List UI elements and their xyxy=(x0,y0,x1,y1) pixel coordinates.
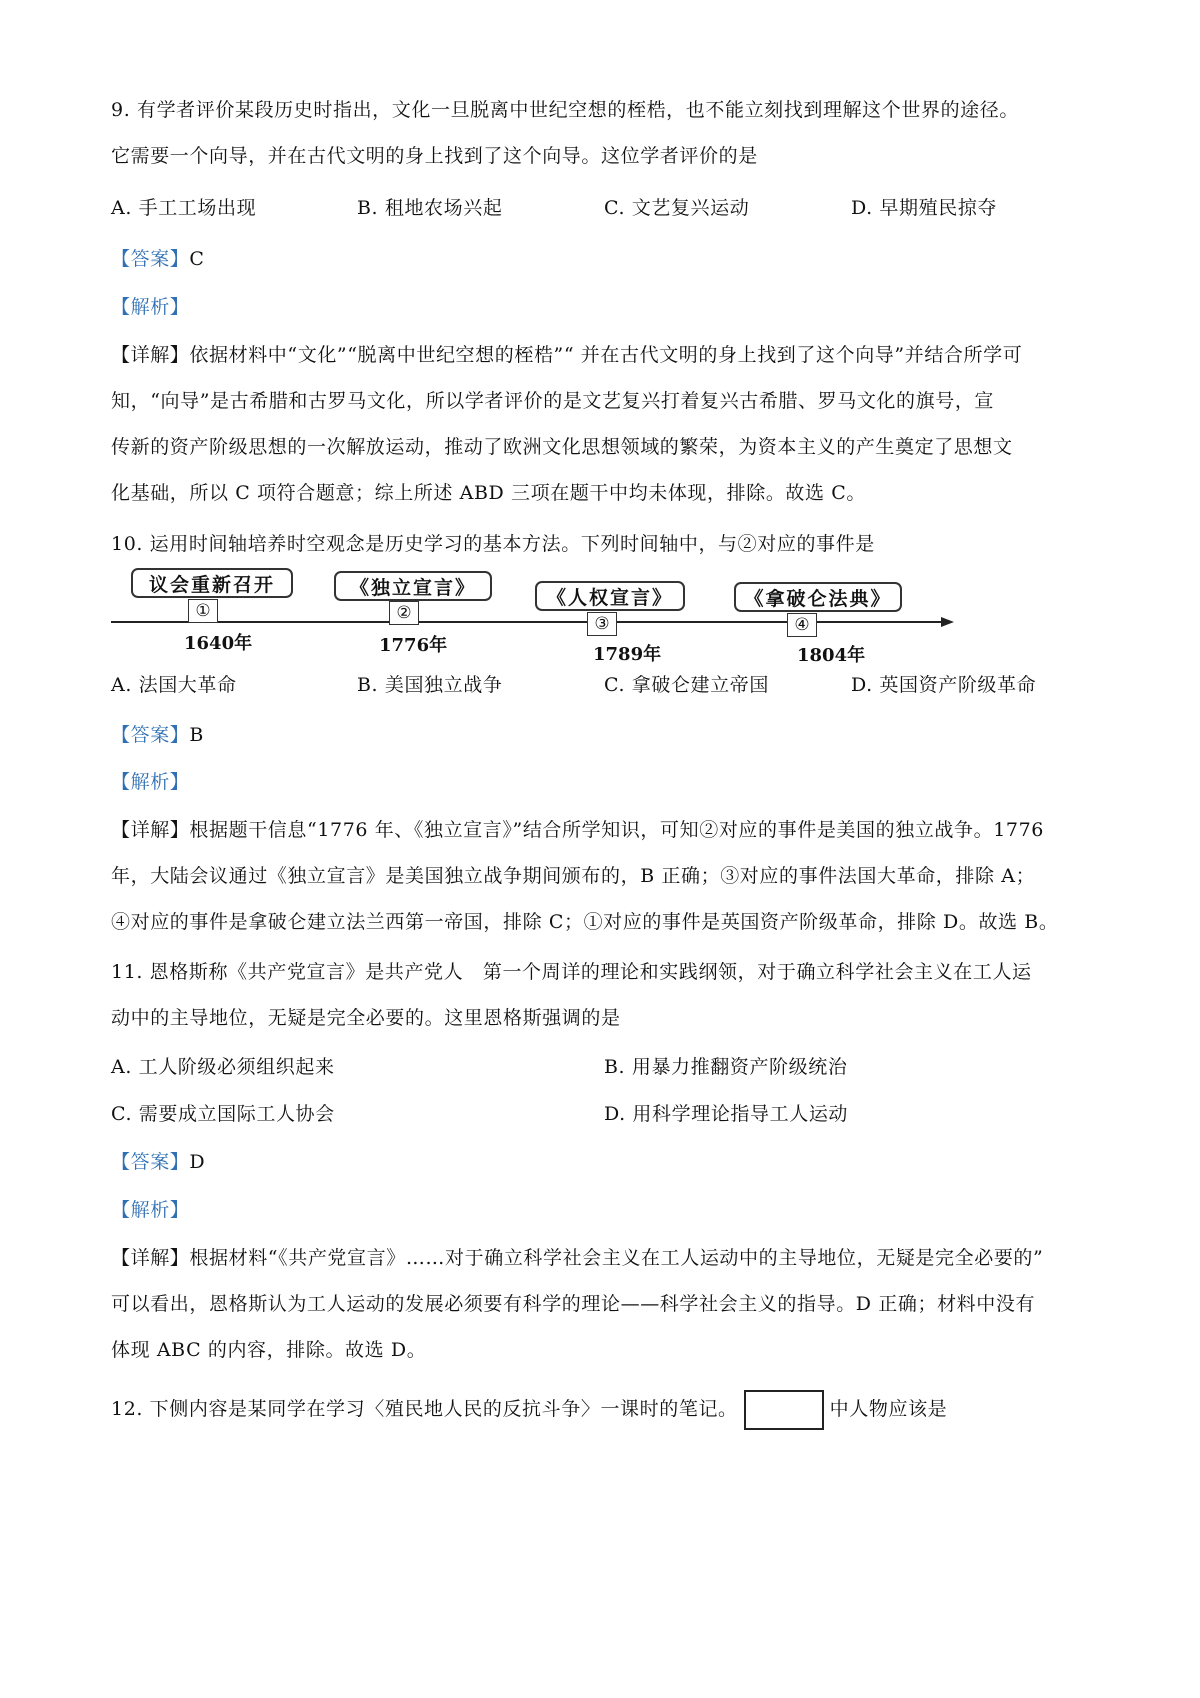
timeline-label-2: 《独立宣言》 xyxy=(334,571,492,601)
q10-option-b: B. 美国独立战争 xyxy=(357,674,503,696)
timeline-year-4: 1804年 xyxy=(797,645,866,666)
timeline-label-4: 《拿破仑法典》 xyxy=(734,582,902,612)
q9-analysis-tag: 【解析】 xyxy=(111,296,190,318)
q11-option-d: D. 用科学理论指导工人运动 xyxy=(604,1103,849,1125)
timeline-label-3: 《人权宣言》 xyxy=(535,581,685,611)
q12-stem xyxy=(111,1390,1101,1430)
timeline-mark-4: ④ xyxy=(787,613,817,637)
answer-tag: 【答案】 xyxy=(111,248,190,270)
q9-detail-line-2: 知，“向导”是古希腊和古罗马文化，所以学者评价的是文艺复兴打着复兴古希腊、罗马文化的旗号，宣 xyxy=(111,390,995,412)
answer-value: B xyxy=(189,724,204,746)
q11-detail-line-1: 【详解】根据材料“《共产党宣言》……对于确立科学社会主义在工人运动中的主导地位，无疑是完全必要的” xyxy=(111,1247,1044,1269)
timeline-year-2: 1776年 xyxy=(379,635,448,656)
timeline-label-1: 议会重新召开 xyxy=(131,568,293,598)
timeline-mark-3: ③ xyxy=(587,612,617,636)
q10-option-c: C. 拿破仑建立帝国 xyxy=(604,674,769,696)
timeline-year-1: 1640年 xyxy=(184,633,253,654)
q10-timeline xyxy=(111,568,971,668)
q10-stem: 10. 运用时间轴培养时空观念是历史学习的基本方法。下列时间轴中，与②对应的事件是 xyxy=(111,533,875,555)
timeline-axis-arrow xyxy=(941,617,954,627)
q9-detail-line-3: 传新的资产阶级思想的一次解放运动，推动了欧洲文化思想领域的繁荣，为资本主义的产生奠定了思想文 xyxy=(111,436,1013,458)
q11-analysis-tag: 【解析】 xyxy=(111,1199,190,1221)
q11-detail-line-3: 体现 ABC 的内容，排除。故选 D。 xyxy=(111,1339,427,1361)
q11-option-b: B. 用暴力推翻资产阶级统治 xyxy=(604,1056,848,1078)
q9-option-b: B. 租地农场兴起 xyxy=(357,197,503,219)
q11-option-c: C. 需要成立国际工人协会 xyxy=(111,1103,335,1125)
q11-stem-line-1: 11. 恩格斯称《共产党宣言》是共产党人 第一个周详的理论和实践纲领，对于确立科学社会主义在工人运 xyxy=(111,961,1032,983)
q12-blank-box xyxy=(744,1390,824,1430)
q11-option-a: A. 工人阶级必须组织起来 xyxy=(111,1056,335,1078)
q9-answer xyxy=(111,244,1101,274)
timeline-mark-1: ① xyxy=(188,599,218,623)
q9-detail-line-1: 【详解】依据材料中“文化”“脱离中世纪空想的桎梏”“ 并在古代文明的身上找到了这个向导”并结合所学可 xyxy=(111,344,1023,366)
q10-detail-line-2: 年，大陆会议通过《独立宣言》是美国独立战争期间颁布的，B 正确；③对应的事件法国大革命，排除 A； xyxy=(111,865,1036,887)
q9-option-d: D. 早期殖民掠夺 xyxy=(851,197,998,219)
q12-stem-after: 中人物应该是 xyxy=(829,1398,948,1420)
q10-option-d: D. 英国资产阶级革命 xyxy=(851,674,1037,696)
q11-detail-line-2: 可以看出，恩格斯认为工人运动的发展必须要有科学的理论——科学社会主义的指导。D 正确；材料中没有 xyxy=(111,1293,1036,1315)
q10-analysis-tag: 【解析】 xyxy=(111,771,190,793)
q9-option-a: A. 手工工场出现 xyxy=(111,197,257,219)
answer-tag: 【答案】 xyxy=(111,724,190,746)
timeline-year-3: 1789年 xyxy=(593,644,662,665)
q10-detail-line-3: ④对应的事件是拿破仑建立法兰西第一帝国，排除 C；①对应的事件是英国资产阶级革命，排除 D。故选 B。 xyxy=(111,911,1059,933)
q11-answer xyxy=(111,1147,1101,1177)
q10-option-a: A. 法国大革命 xyxy=(111,674,237,696)
q11-stem-line-2: 动中的主导地位，无疑是完全必要的。这里恩格斯强调的是 xyxy=(111,1007,621,1029)
q12-stem-before: 12. 下侧内容是某同学在学习〈殖民地人民的反抗斗争〉一课时的笔记。 xyxy=(111,1398,738,1420)
answer-tag: 【答案】 xyxy=(111,1151,190,1173)
q9-option-c: C. 文艺复兴运动 xyxy=(604,197,750,219)
q10-detail-line-1: 【详解】根据题干信息“1776 年、《独立宣言》”结合所学知识，可知②对应的事件是美国的独立战争。1776 xyxy=(111,819,1044,841)
q10-answer xyxy=(111,720,1101,750)
q9-stem-line-2: 它需要一个向导，并在古代文明的身上找到了这个向导。这位学者评价的是 xyxy=(111,145,758,167)
answer-value: D xyxy=(189,1151,206,1173)
q9-stem-line-1: 9. 有学者评价某段历史时指出，文化一旦脱离中世纪空想的桎梏，也不能立刻找到理解这个世界的途径。 xyxy=(111,99,1019,121)
answer-value: C xyxy=(189,248,205,270)
timeline-mark-2: ② xyxy=(389,601,419,625)
q9-detail-line-4: 化基础，所以 C 项符合题意；综上所述 ABD 三项在题干中均未体现，排除。故选 C。 xyxy=(111,482,866,504)
